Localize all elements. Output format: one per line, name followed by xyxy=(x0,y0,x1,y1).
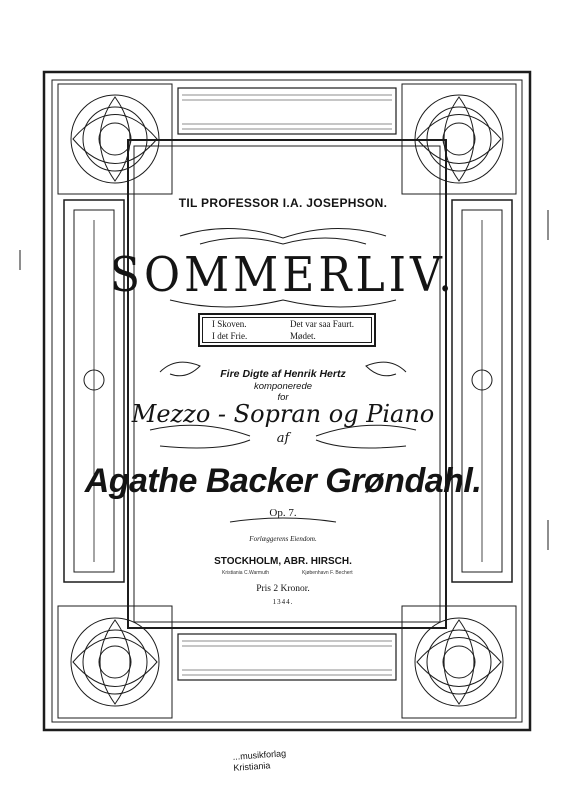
library-stamp xyxy=(232,748,287,774)
publisher: STOCKHOLM, ABR. HIRSCH. xyxy=(214,556,352,567)
stamp-line: Kristiania xyxy=(233,760,271,773)
rights-notice: Forlæggerens Eiendom. xyxy=(249,535,317,543)
stamp-line: ...musikforlag xyxy=(232,748,287,762)
agent-left: Kristiania C.Warmuth xyxy=(222,570,270,576)
price: Pris 2 Kronor. xyxy=(256,584,310,594)
dedication: TIL PROFESSOR I.A. JOSEPHSON. xyxy=(178,196,388,210)
agent-right: Kjøbenhavn F. Bechert xyxy=(302,570,353,576)
song-title: Mødet. xyxy=(290,331,316,341)
poems-credit: Fire Digte af Henrik Hertz xyxy=(220,368,346,380)
plate-number: 1344. xyxy=(272,598,294,606)
composer-name: Agathe Backer Grøndahl. xyxy=(84,462,482,500)
corner-ornament-bottom-left xyxy=(58,606,172,718)
instrumentation: Mezzo - Sopran og Piano xyxy=(131,400,435,428)
composed-line: komponerede xyxy=(253,381,313,392)
song-title: I det Frie. xyxy=(212,331,248,341)
opus-number: Op. 7. xyxy=(269,507,297,519)
song-title: I Skoven. xyxy=(212,319,247,329)
song-list-box xyxy=(198,313,376,347)
for-line: for xyxy=(277,392,289,403)
af-line: af xyxy=(276,431,290,446)
corner-ornament-bottom-right xyxy=(402,606,516,718)
song-title: Det var saa Faurt. xyxy=(290,319,354,329)
title: SOMMERLIV. xyxy=(109,247,457,304)
